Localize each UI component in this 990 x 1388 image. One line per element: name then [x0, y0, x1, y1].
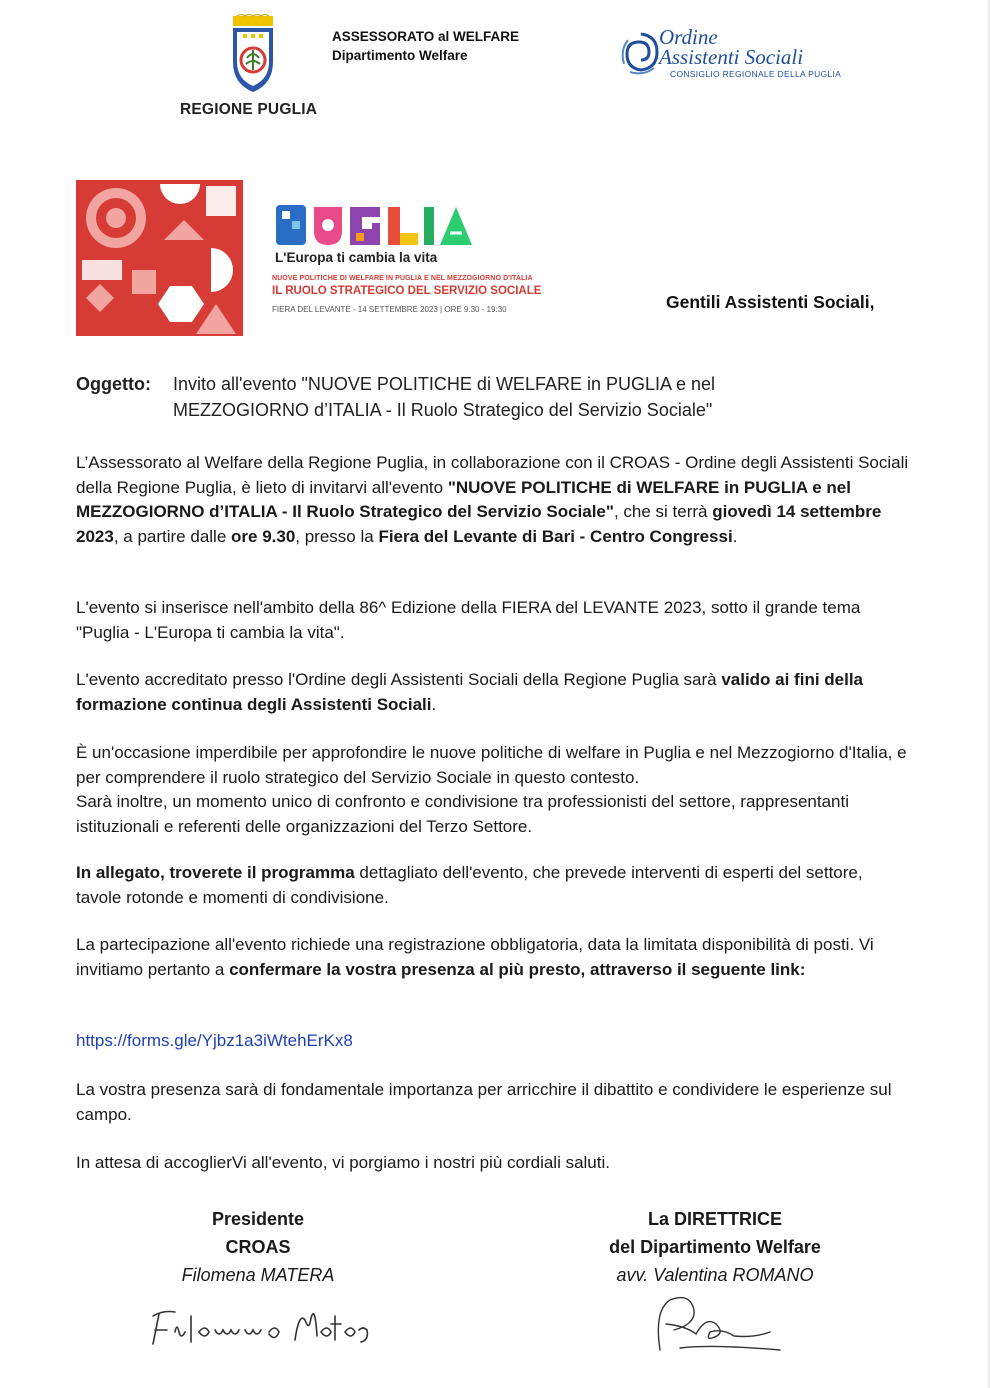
signer-left-org: CROAS [225, 1237, 291, 1257]
registration-link[interactable]: https://forms.gle/Yjbz1a3iWtehErKx8 [76, 1031, 353, 1050]
subject-text: Invito all'evento "NUOVE POLITICHE di WELFARE in PUGLIA e nel MEZZOGIORNO d’ITALIA - Il Ruolo Strategico del Servizio Sociale" [173, 374, 716, 420]
ordine-assistenti-sociali-logo [618, 25, 842, 86]
paragraph-closing: In attesa di accoglierVi all'evento, vi porgiamo i nostri più cordiali saluti. [76, 1153, 610, 1172]
paragraph-occasion [76, 741, 912, 839]
banner-title: IL RUOLO STRATEGICO DEL SERVIZIO SOCIALE [272, 285, 542, 297]
signature-block-right [560, 1205, 870, 1289]
handwritten-signature-right [640, 1288, 800, 1358]
swirl-icon [618, 28, 664, 78]
greeting: Gentili Assistenti Sociali, [666, 292, 875, 312]
paragraph-accredited [76, 668, 912, 717]
paragraph-programma [76, 861, 912, 910]
assessorato-line: ASSESSORATO al WELFARE [332, 29, 520, 44]
subject-label: Oggetto: [76, 374, 151, 394]
programma-text: dettagliato dell'evento, che prevede interventi di esperti del settore, tavole rotonde e momenti di condivisione. [76, 863, 863, 907]
occasion-text-2: Sarà inoltre, un momento unico di confronto e condivisione tra professionisti del settore, rappresentanti istituzionali e referenti delle organizzazioni del Terzo Settore. [76, 792, 849, 836]
registration-text: La partecipazione all'evento richiede una registrazione obbligatoria, data la limitata disponibilità di posti. Vi invitiamo pertanto a [76, 935, 874, 979]
europa-slogan: L'Europa ti cambia la vita [275, 250, 438, 265]
intro-text-2: , che si terrà [613, 502, 713, 521]
accredited-text: L'evento accreditato presso l'Ordine degli Assistenti Sociali della Regione Puglia sarà [76, 670, 722, 689]
region-name: REGIONE PUGLIA [180, 101, 318, 118]
intro-text: L’Assessorato al Welfare della Regione Puglia, in collaborazione con il CROAS - Ordine degli Assistenti Sociali della Regione Puglia, è lieto di invitarvi all'evento [76, 453, 909, 497]
intro-text-4: , presso la [295, 526, 379, 546]
occasion-text: È un'occasione imperdibile per approfondire le nuove politiche di welfare in Puglia e nel Mezzogiorno d'Italia, e per comprendere il ruolo strategico del Servizio Sociale in questo contesto. [76, 743, 907, 787]
ordine-title: Ordine [659, 25, 718, 49]
puglia-logo [274, 203, 474, 249]
dipartimento-line: Dipartimento Welfare [332, 48, 468, 63]
programma-bold: In allegato, troverete il programma [76, 863, 355, 882]
event-pattern-graphic [76, 180, 243, 336]
event-date-bold: giovedì 14 settembre 2023 [76, 502, 882, 546]
paragraph-registration [76, 933, 912, 982]
intro-text-5: . [732, 526, 738, 546]
signer-left-name: Filomena MATERA [181, 1265, 335, 1285]
event-time-bold: ore 9.30 [231, 526, 296, 546]
signature-block-left [140, 1205, 376, 1289]
handwritten-signature-left [145, 1302, 375, 1352]
signer-right-name: avv. Valentina ROMANO [616, 1265, 814, 1285]
signer-left-role: Presidente [211, 1209, 305, 1229]
assessorato-heading [332, 27, 519, 65]
crest-icon [227, 14, 279, 94]
paragraph-intro [76, 451, 912, 549]
paragraph-importance: La vostra presenza sarà di fondamentale importanza per arricchire il dibattito e condividere le esperienze sul campo. [76, 1080, 892, 1124]
signer-right-role: La DIRETTRICE [647, 1209, 782, 1229]
event-venue-bold: Fiera del Levante di Bari - Centro Congressi [378, 526, 733, 546]
registration-bold: confermare la vostra presenza al più presto, attraverso il seguente link: [229, 959, 806, 979]
event-title-bold: "NUOVE POLITICHE di WELFARE in PUGLIA e nel MEZZOGIORNO d’ITALIA - Il Ruolo Strategico del Servizio Sociale" [76, 477, 851, 521]
banner-subtitle: NUOVE POLITICHE DI WELFARE IN PUGLIA E NEL MEZZOGIORNO D'ITALIA [272, 275, 533, 282]
banner-date: FIERA DEL LEVANTE - 14 SETTEMBRE 2023 | ORE 9.30 - 19:30 [272, 305, 507, 314]
paragraph-fiera: L'evento si inserisce nell'ambito della 86^ Edizione della FIERA del LEVANTE 2023, sotto il grande tema "Puglia - L'Europa ti cambia la vita". [76, 598, 861, 642]
signer-right-org: del Dipartimento Welfare [609, 1237, 821, 1257]
registration-link-row [76, 1029, 912, 1054]
accredited-bold: valido ai fini della formazione continua degli Assistenti Sociali [76, 670, 864, 714]
ordine-subtitle: Assistenti Sociali [659, 45, 804, 69]
accredited-end: . [431, 694, 437, 714]
ordine-council: CONSIGLIO REGIONALE DELLA PUGLIA [670, 69, 842, 79]
intro-text-3: , a partire dalle [113, 526, 232, 546]
